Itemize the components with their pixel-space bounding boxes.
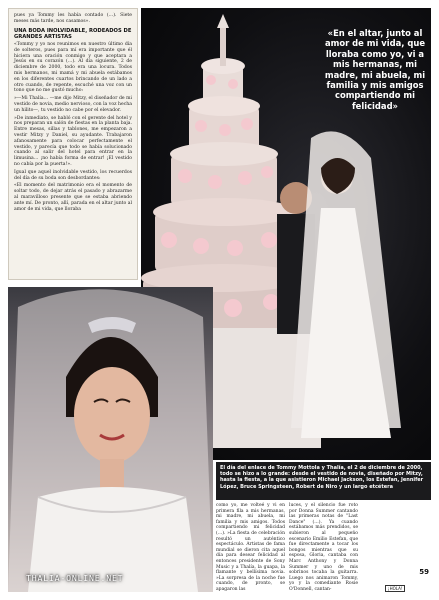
body-paragraph: »—Mi Thalía… —me dijo Mitzy, el diseñador de mi vestido de novia, medio nervioso, con la voz hecha un hilito—, tu vestido no cabe por el elevador. [14,96,132,113]
photo-caption: El día del enlace de Tommy Mottola y Thalía, el 2 de diciembre de 2000, todo se hizo a lo grande: desde el vestido de novia, diseñado por Mitzy, hasta la fiesta, a la que asistieron Michael Jackson, los Estefan, Jennifer López, Bruce Springsteen, Robert de Niro y un largo etcétera [216,462,431,500]
bride-portrait-photo [8,287,213,592]
body-paragraph: »De inmediato, se habló con el gerente del hotel y nos preparan un salón de fiestas en la planta baja. Entre mesas, sillas y tablones, me empezaron a vestir Mitzy y Daniel, su ayudante. Trabajaron afanosamente para colocar perfectamente el vestido, y parecía que todo se había solucionado cuando al salir del hotel para entrar en la limusina… ¡no había forma de entrar! ¡El vestido no cabía por la puerta!». [14,115,132,167]
bottom-text-columns [216,503,431,593]
body-paragraph: «Tommy y yo nos reunimos en nuestro último día de solteros, pues para mí era importante que él hiciera una oración conmigo y que aceptara a Jesús en su corazón (…). Al día siguiente, 2 de diciembre de 2000, todo era una locura. Todos mis hermanos, mi mamá y mi abuela estábamos en los diferentes cuartos brincando de un lado a otro cuando, de repente, escuché una voz con un tono que no me gustó mucho: [14,42,132,94]
site-watermark: THALIA-ONLINE.NET [26,573,124,583]
bottom-column-1: como yo, me volteé y vi en primera fila a mis hermanas, mi madre, mi abuela, mi familia y mis amigos. Todos compartiendo mi felicidad (…). »La fiesta de celebración resultó un auténtico espectáculo. Artistas de fama mundial se dieron cita aquel día para desear felicidad al entonces presidente de Sony Music y a Thalía, la guapa, la flamante y bellísima novia. »La sorpresa de la noche fue cuando, de pronto, se apagaron las [216,503,285,592]
magazine-logo: ¡HOLA! [385,585,405,592]
body-paragraph: Igual que aquel inolvidable vestido, los recuerdos del día de su boda son desbordantes: [14,169,132,181]
section-heading: UNA BODA INOLVIDABLE, RODEADOS DE GRANDES ARTISTAS [14,27,132,40]
bride-illustration [8,287,213,592]
left-text-column [8,8,138,280]
bottom-column-2: luces, y el silencio fue roto por Donna Summer cantando las primeras notas de "Last Dance" (…). Ya cuando estábamos más prendidos, se subieron al pequeño escenario Emilio Estefan, que fue directamente a tocar los bongos mientras que su esposa, Gloria, cantaba con Marc Anthony y Donna Summer y uno de mis sobrinos tocaba la guitarra. Luego nos animaron Tommy, yo y la comediante Rosie O'Donnell, cantan- [289,503,358,592]
intro-paragraph: pues ya Tommy les había contado (…). Siete meses más tarde, nos casamos». [14,13,132,24]
body-paragraph: «El momento del matrimonio era el momento de soltar todo, de dejar atrás el pasado y abrazarme al maravilloso presente que se estaba abriendo ante mí. De pronto, allí, parada en el altar junto al amor de mi vida, que lloraba [14,183,132,212]
page-number: 59 [419,568,429,576]
pull-quote: «En el altar, junto al amor de mi vida, que lloraba como yo, vi a mis hermanas, mi madre, mi abuela, mi familia y mis amigos compartiendo mi felicidad» [324,28,426,111]
bottom-column-3 [362,503,431,593]
